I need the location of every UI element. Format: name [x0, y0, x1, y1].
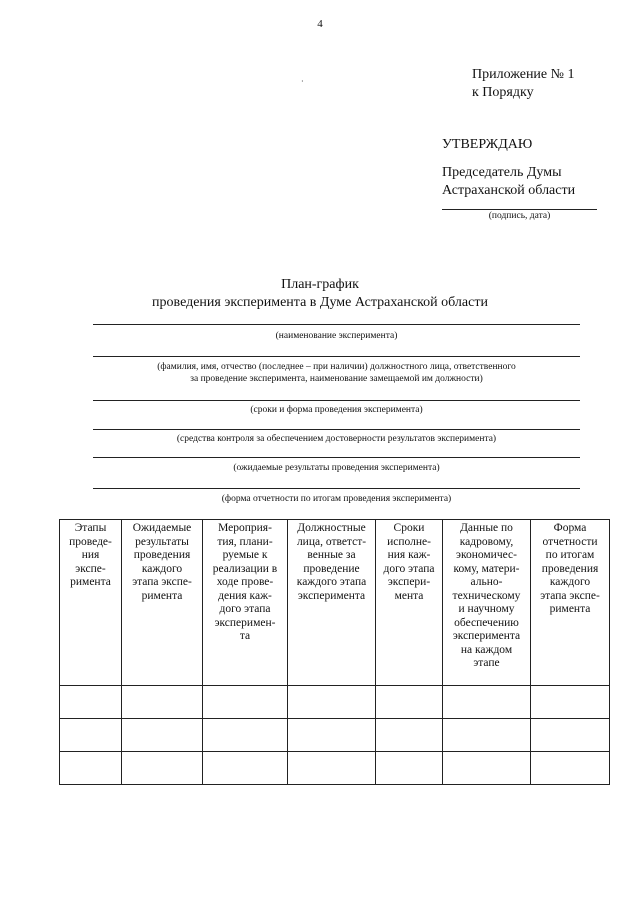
approval-block	[442, 136, 575, 200]
annex-line-2: к Порядку	[472, 85, 534, 100]
signature-line	[442, 209, 597, 210]
table-row	[60, 752, 610, 785]
field-caption-text: (форма отчетности по итогам проведения эксперимента)	[221, 494, 452, 504]
title-line-1: План-график	[281, 277, 359, 292]
table-cell	[531, 719, 610, 752]
field-caption-name	[93, 330, 580, 342]
field-caption-reporting	[93, 493, 580, 505]
approval-line-1: Председатель Думы	[442, 165, 562, 180]
table-cell	[203, 686, 288, 719]
table-cell	[531, 686, 610, 719]
title-line-2: проведения эксперимента в Думе Астраханской области	[152, 295, 488, 310]
table-cell	[443, 752, 531, 785]
field-line-terms	[93, 400, 580, 401]
table-cell	[288, 719, 376, 752]
header-officials: Должностные лица, ответст- венные за проведение каждого этапа эксперимента	[288, 520, 376, 686]
field-line-responsible	[93, 356, 580, 357]
table-cell	[288, 752, 376, 785]
field-caption-responsible	[93, 361, 580, 385]
annex-block	[472, 66, 575, 102]
field-caption-text: за проведение эксперимента, наименование замещаемой им должности)	[190, 374, 483, 384]
field-line-control	[93, 429, 580, 430]
table-cell	[122, 752, 203, 785]
document-title	[0, 276, 640, 312]
field-caption-text: (фамилия, имя, отчество (последнее – при наличии) должностного лица, ответственного	[157, 362, 516, 372]
table-cell	[376, 686, 443, 719]
field-line-expected	[93, 457, 580, 458]
table-cell	[443, 686, 531, 719]
field-caption-text: (сроки и форма проведения эксперимента)	[250, 405, 423, 415]
header-reporting-form: Форма отчетности по итогам проведения каждого этапа экспе- римента	[531, 520, 610, 686]
field-caption-text: (ожидаемые результаты проведения эксперимента)	[233, 463, 440, 473]
table-header-row	[60, 520, 610, 686]
header-stages: Этапы проведе- ния экспе- римента	[60, 520, 122, 686]
table-cell	[376, 719, 443, 752]
table-cell	[60, 686, 122, 719]
annex-line-1: Приложение № 1	[472, 67, 575, 82]
table-cell	[288, 686, 376, 719]
field-caption-expected	[93, 462, 580, 474]
header-deadlines: Сроки исполне- ния каж- дого этапа экспери- мента	[376, 520, 443, 686]
table-cell	[443, 719, 531, 752]
header-resources: Данные по кадровому, экономичес- кому, матери- ально- техническому и научному обеспечению эксперимента на каждом этапе	[443, 520, 531, 686]
approval-heading: УТВЕРЖДАЮ	[442, 137, 533, 152]
table-cell	[203, 719, 288, 752]
table-cell	[122, 719, 203, 752]
header-expected-results: Ожидаемые результаты проведения каждого этапа экспе- римента	[122, 520, 203, 686]
table-cell	[60, 752, 122, 785]
table-row	[60, 719, 610, 752]
field-line-name	[93, 324, 580, 325]
table-cell	[203, 752, 288, 785]
table-cell	[60, 719, 122, 752]
page-number: 4	[317, 18, 323, 30]
header-activities: Мероприя- тия, плани- руемые к реализации в ходе прове- дения каж- дого этапа эксперимен- та	[203, 520, 288, 686]
field-caption-text: (наименование эксперимента)	[275, 331, 398, 341]
field-caption-terms	[93, 404, 580, 416]
field-line-reporting	[93, 488, 580, 489]
table-cell	[122, 686, 203, 719]
signature-caption: (подпись, дата)	[488, 211, 551, 221]
table-row	[60, 686, 610, 719]
approval-line-2: Астраханской области	[442, 183, 576, 198]
plan-table	[59, 519, 610, 785]
table-cell	[531, 752, 610, 785]
field-caption-control	[93, 433, 580, 445]
field-caption-text: (средства контроля за обеспечением достоверности результатов эксперимента)	[176, 434, 497, 444]
table-cell	[376, 752, 443, 785]
scan-dot: ·	[301, 77, 304, 86]
